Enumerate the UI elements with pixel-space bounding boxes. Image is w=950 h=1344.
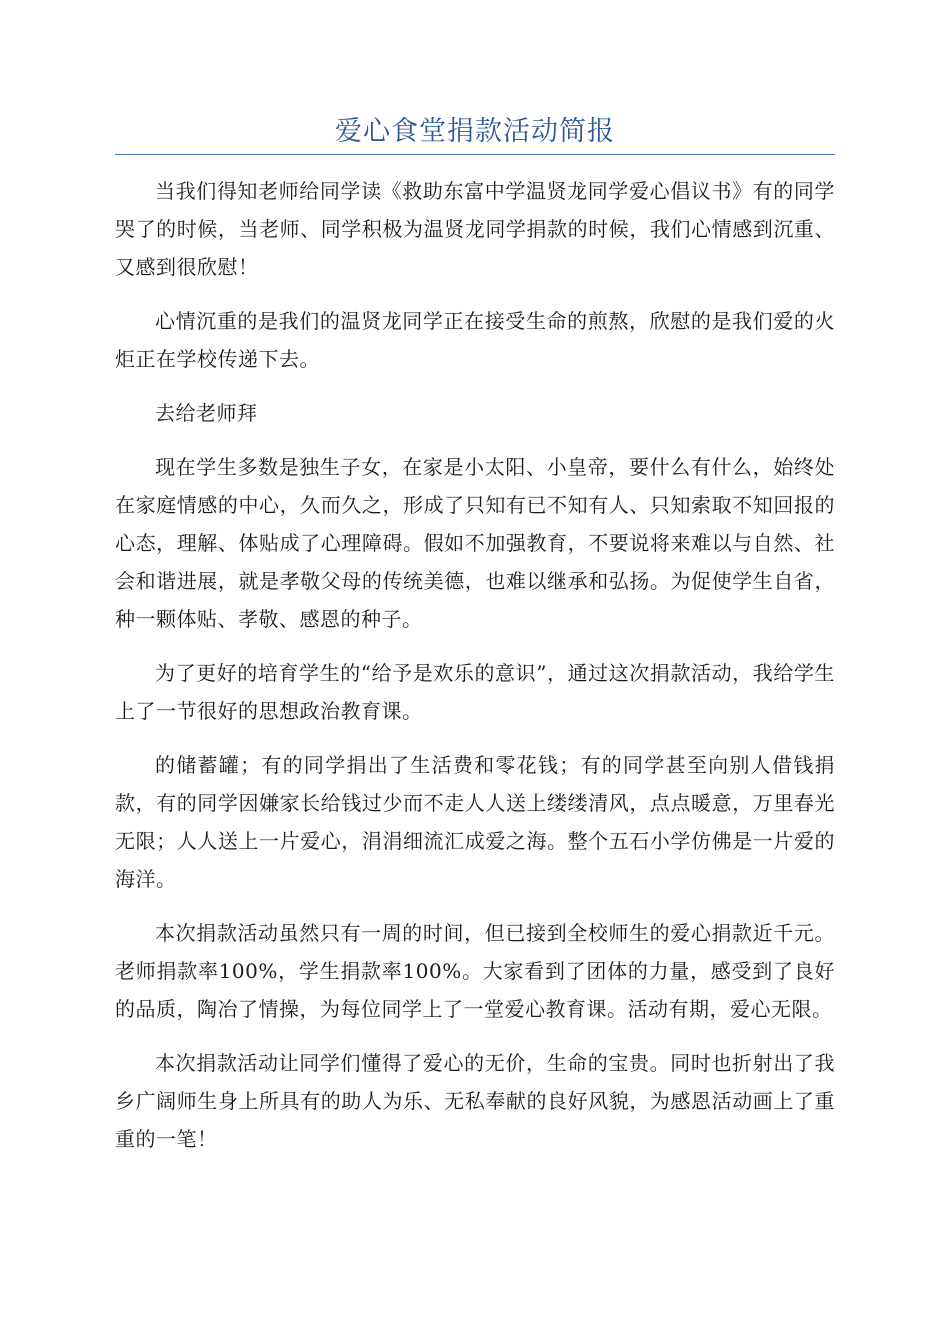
paragraph: 的储蓄罐；有的同学捐出了生活费和零花钱；有的同学甚至向别人借钱捐款，有的同学因嫌家长给钱过少而不走人人送上缕缕清风，点点暖意，万里春光无限；人人送上一片爱心，涓涓细流汇成爱之海。整个五石小学仿佛是一片爱的海洋。	[115, 753, 835, 891]
document-body	[115, 172, 835, 1174]
paragraph: 心情沉重的是我们的温贤龙同学正在接受生命的煎熬，欣慰的是我们爱的火炬正在学校传递下去。	[115, 309, 835, 371]
paragraph: 本次捐款活动让同学们懂得了爱心的无价，生命的宝贵。同时也折射出了我乡广阔师生身上所具有的助人为乐、无私奉献的良好风貌，为感恩活动画上了重重的一笔！	[115, 1051, 835, 1151]
paragraph: 为了更好的培育学生的“给予是欢乐的意识”，通过这次捐款活动，我给学生上了一节很好的思想政治教育课。	[115, 661, 835, 723]
paragraph: 去给老师拜	[155, 401, 258, 425]
document-title: 爱心食堂捐款活动简报	[335, 116, 615, 147]
paragraph: 本次捐款活动虽然只有一周的时间，但已接到全校师生的爱心捐款近千元。老师捐款率100%，学生捐款率100%。大家看到了团体的力量，感受到了良好的品质，陶冶了情操，为每位同学上了一堂爱心教育课。活动有期，爱心无限。	[115, 921, 835, 1021]
title-underline	[115, 154, 835, 155]
paragraph: 现在学生多数是独生子女，在家是小太阳、小皇帝，要什么有什么，始终处在家庭情感的中心，久而久之，形成了只知有已不知有人、只知索取不知回报的心态，理解、体贴成了心理障碍。假如不加强教育，不要说将来难以与自然、社会和谐进展，就是孝敬父母的传统美德，也难以继承和弘扬。为促使学生自省，种一颗体贴、孝敬、感恩的种子。	[115, 455, 835, 631]
paragraph: 当我们得知老师给同学读《救助东富中学温贤龙同学爱心倡议书》有的同学哭了的时候，当老师、同学积极为温贤龙同学捐款的时候，我们心情感到沉重、又感到很欣慰！	[115, 179, 835, 279]
